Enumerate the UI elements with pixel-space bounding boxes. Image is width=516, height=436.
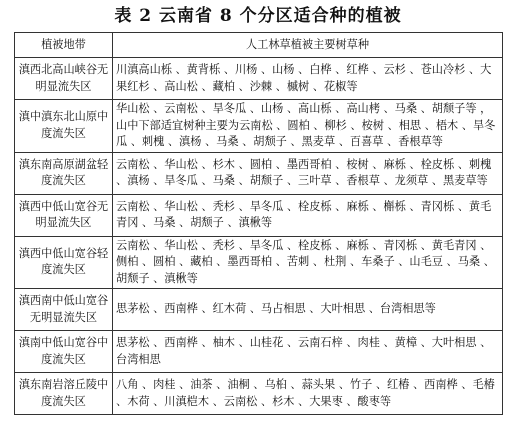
species-cell: 云南松 、华山松 、秃杉 、旱冬瓜 、栓皮栎 、麻栎 、青冈栎 、黄毛青冈 、侧柏 、圆柏 、藏柏 、墨西哥柏 、苦刺 、杜荆 、车桑子 、山毛豆 、马桑 、胡颓子 、滇楸等 (113, 236, 503, 289)
table-row (15, 58, 503, 100)
zone-cell: 滇西中低山宽谷轻度流失区 (15, 236, 113, 289)
zone-cell: 滇南中低山宽谷中度流失区 (15, 331, 113, 373)
species-cell: 八角 、肉桂 、油茶 、油桐 、乌桕 、蒜头果 、竹子 、红椿 、西南桦 、毛椿 、木荷 、川滇桤木 、云南松 、杉木 、大果枣 、酸枣等 (113, 373, 503, 415)
vegetation-table (14, 32, 503, 415)
table-row (15, 152, 503, 194)
species-cell: 云南松 、华山松 、杉木 、圆柏 、墨西哥柏 、桉树 、麻栎 、栓皮栎 、刺槐 、滇杨 、旱冬瓜 、马桑 、胡颓子 、三叶草 、香根草 、龙须草 、黑麦草等 (113, 152, 503, 194)
zone-cell: 滇西南中低山宽谷无明显流失区 (15, 289, 113, 331)
zone-cell: 滇中滇东北山原中度流失区 (15, 100, 113, 153)
zone-cell: 滇西北高山峡谷无明显流失区 (15, 58, 113, 100)
table-row (15, 194, 503, 236)
species-cell: 思茅松 、西南桦 、柚木 、山桂花 、云南石梓 、肉桂 、黄樟 、大叶相思 、台湾相思 (113, 331, 503, 373)
species-cell: 川滇高山栎 、黄背栎 、川杨 、山杨 、白桦 、红桦 、云杉 、苍山冷杉 、大果红杉 、高山松 、藏柏 、沙棘 、槭树 、花椒等 (113, 58, 503, 100)
species-cell: 华山松 、云南松 、旱冬瓜 、山杨 、高山栎 、高山栲 、马桑 、胡颓子等 ，山中下部适宜树种主要为云南松 、圆柏 、柳杉 、桉树 、相思 、梧木 、旱冬瓜 、刺槐 、滇杨 、马桑 、胡颓子 、黑麦草 、百喜草 、香根草等 (113, 100, 503, 153)
table-row (15, 100, 503, 153)
table-row (15, 331, 503, 373)
header-zone: 植被地带 (15, 33, 113, 58)
table-row (15, 289, 503, 331)
table-row (15, 236, 503, 289)
zone-cell: 滇东南高原湖盆轻度流失区 (15, 152, 113, 194)
table-row (15, 373, 503, 415)
table-title: 表 2 云南省 8 个分区适合种的植被 (114, 6, 402, 26)
table-header-row (15, 33, 503, 58)
species-cell: 云南松 、华山松 、秃杉 、旱冬瓜 、栓皮栎 、麻栎 、槲栎 、青冈栎 、黄毛青冈 、马桑 、胡颓子 、滇楸等 (113, 194, 503, 236)
zone-cell: 滇东南岩溶丘陵中度流失区 (15, 373, 113, 415)
species-cell: 思茅松 、西南桦 、红木荷 、马占相思 、大叶相思 、台湾相思等 (113, 289, 503, 331)
header-species: 人工林草植被主要树草种 (113, 33, 503, 58)
zone-cell: 滇西中低山宽谷无明显流失区 (15, 194, 113, 236)
